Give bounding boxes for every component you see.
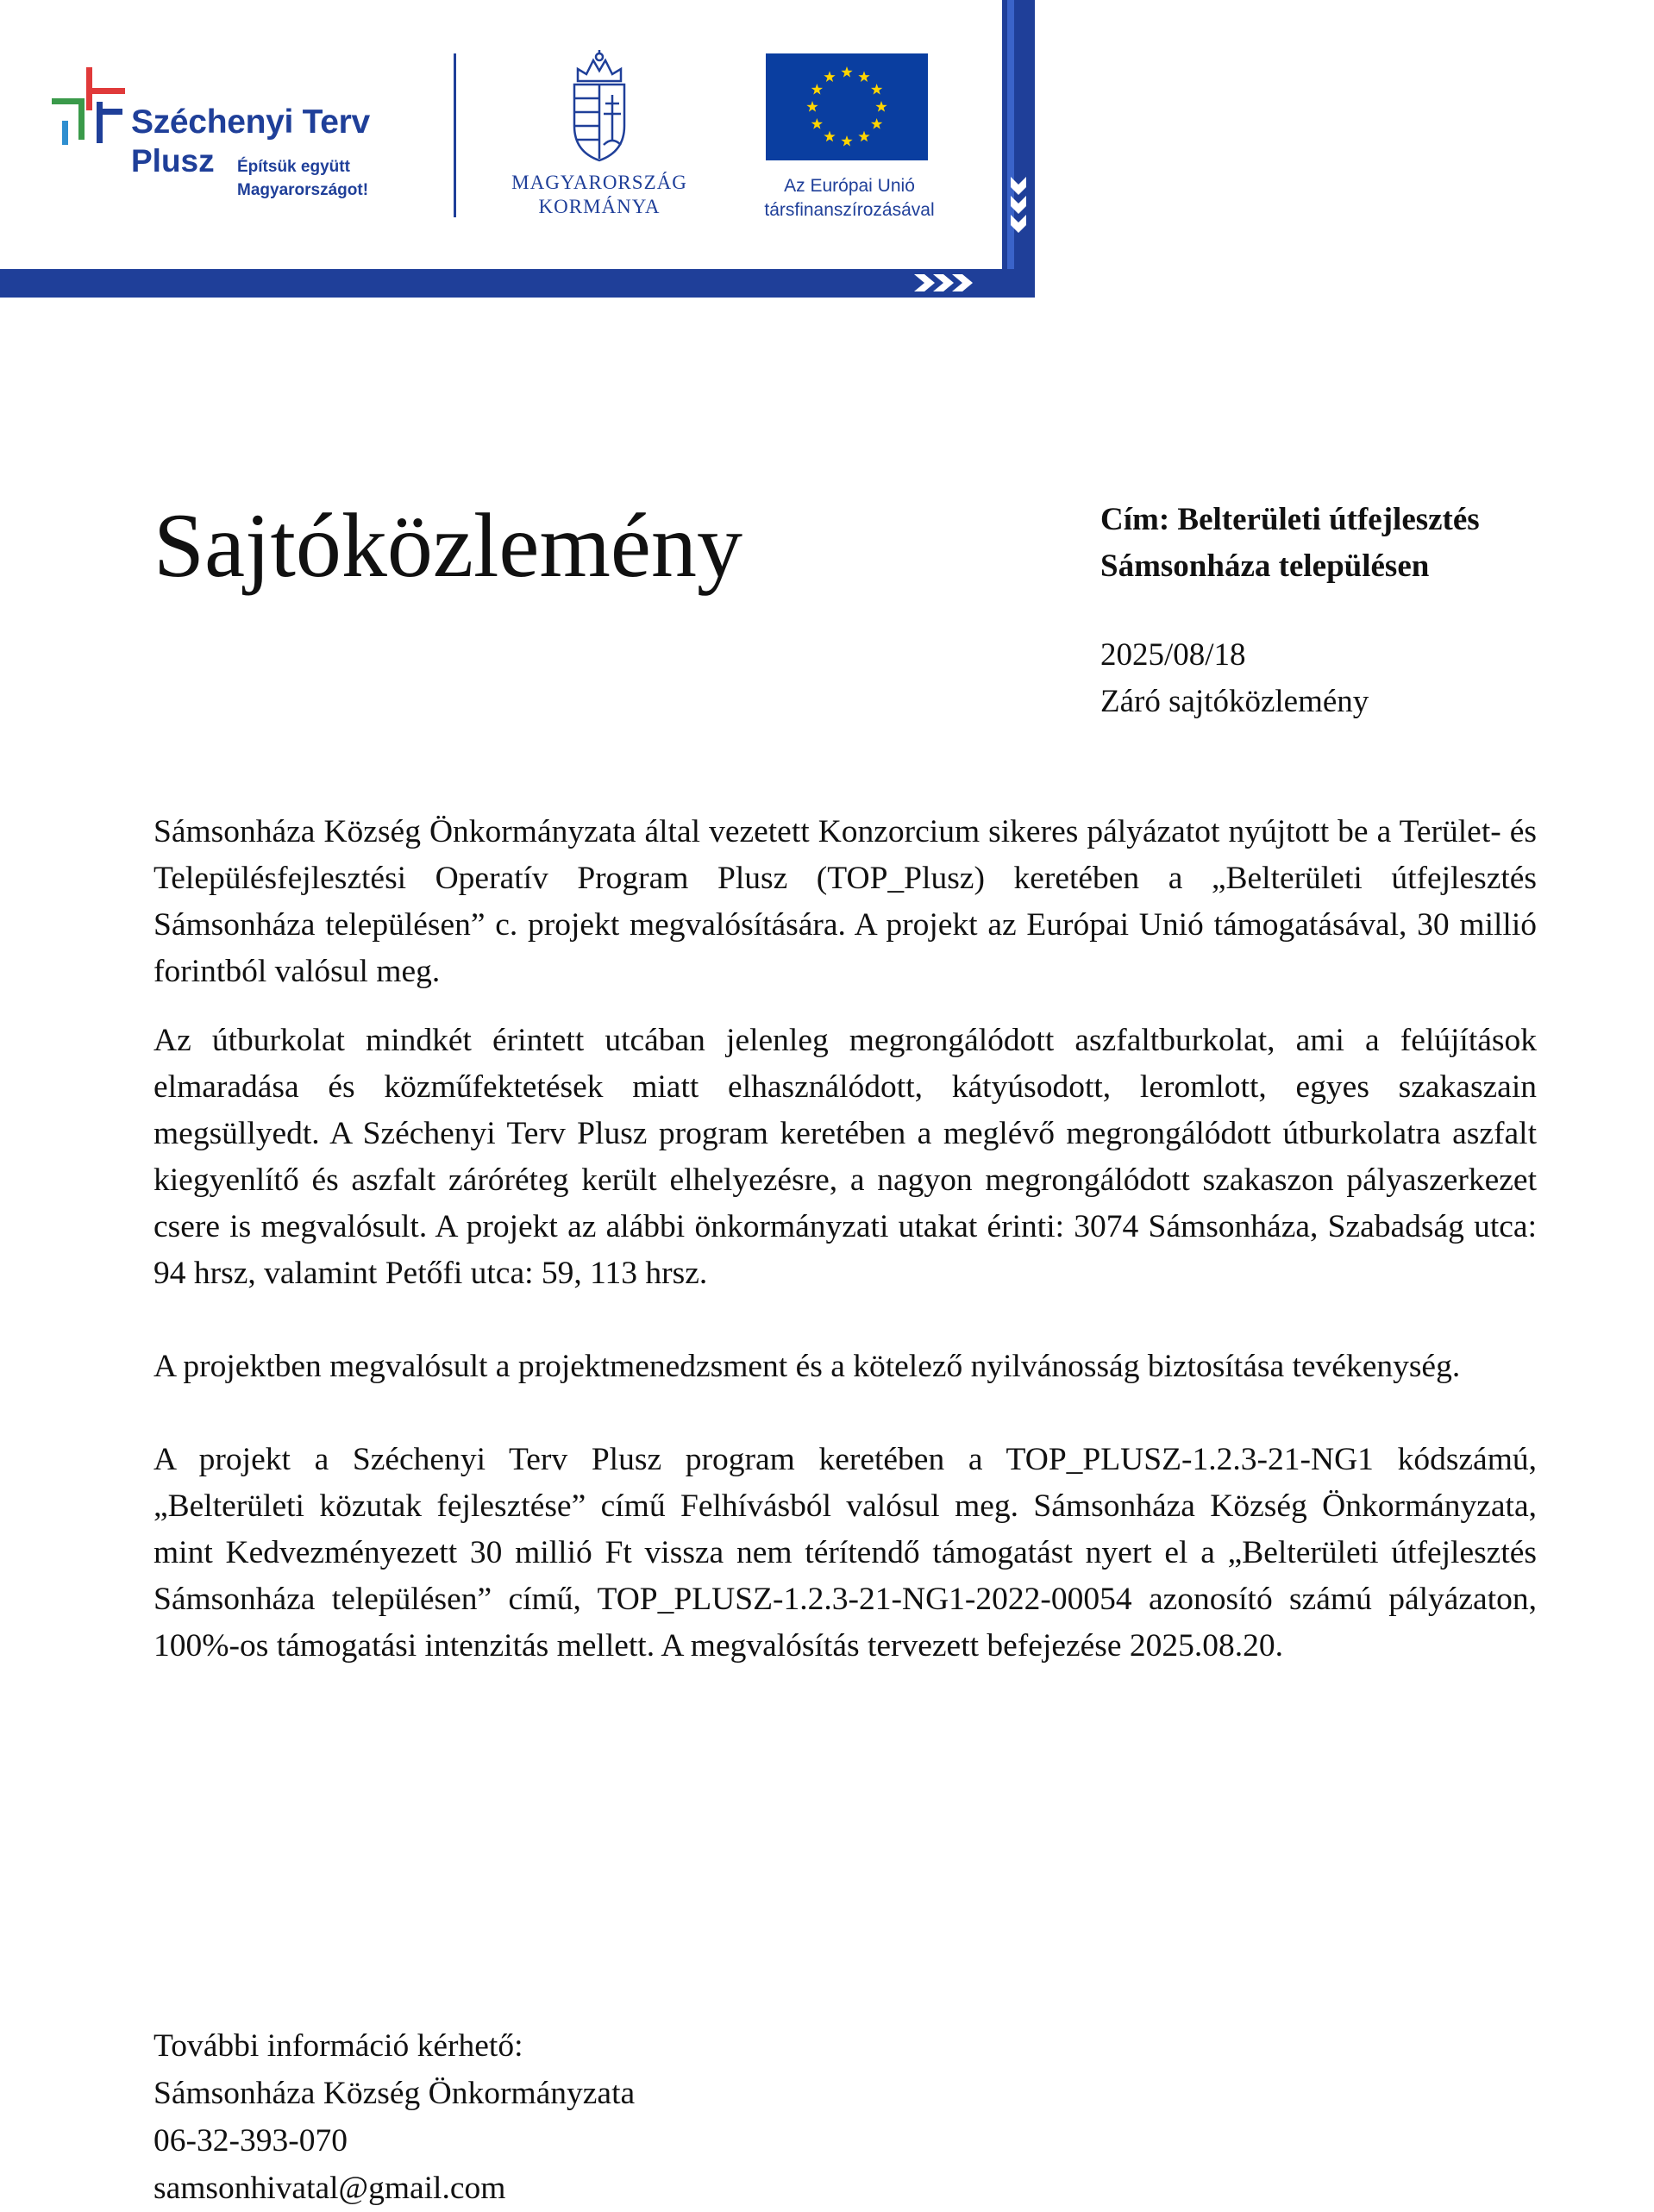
- eu-logo: [742, 53, 1000, 226]
- subject-line-1: Cím: Belterületi útfejlesztés: [1100, 502, 1480, 537]
- eu-flag-icon: [766, 53, 928, 160]
- document-type: Záró sajtóközlemény: [1100, 684, 1369, 719]
- szechenyi-terv-logo: [52, 60, 414, 216]
- szechenyi-plus: Plusz: [131, 143, 215, 179]
- contact-organization: Sámsonháza Község Önkormányzata: [153, 2076, 636, 2111]
- header-banner: [0, 0, 1035, 298]
- contact-email: samsonhivatal@gmail.com: [153, 2171, 506, 2206]
- szechenyi-cross-icon: [52, 60, 129, 151]
- contact-phone: 06-32-393-070: [153, 2123, 348, 2159]
- press-release-body: [153, 809, 1537, 1670]
- document-title: Sajtóközlemény: [153, 495, 742, 596]
- date-block: [1100, 632, 1618, 725]
- body-paragraph-2: Az útburkolat mindkét érintett utcában jelenleg megrongálódott aszfaltburkolat, ami a felújítások elmaradása és közműfektetések miatt elhasználódott, kátyúsodott, leromlott, egyes szakaszain megsüllyedt. A Széchenyi Terv Plusz program keretében a meglévő megrongálódott útburkolatra aszfalt kiegyenlítő és aszfalt záróréteg került elhelyezésre, a nagyon megrongálódott szakaszon pályaszerkezet csere is megvalósult. A projekt az alábbi önkormányzati utakat érinti: 3074 Sámsonháza, Szabadság utca: 94 hrsz, valamint Petőfi utca: 59, 113 hrsz.: [153, 1023, 1537, 1291]
- government-line-1: MAGYARORSZÁG: [511, 172, 687, 193]
- subject-line-2: Sámsonháza településen: [1100, 548, 1430, 584]
- szechenyi-title: Széchenyi Terv: [131, 103, 370, 141]
- document-date: 2025/08/18: [1100, 637, 1246, 673]
- contact-block: [153, 2022, 1188, 2212]
- slogan-line-1: Építsük együtt: [237, 158, 350, 176]
- coat-of-arms-icon: [566, 50, 633, 162]
- body-paragraph-3: A projektben megvalósult a projektmenedzsment és a kötelező nyilvánosság biztosítása tevékenység.: [153, 1349, 1461, 1384]
- government-name: [483, 171, 716, 219]
- logo-divider: [454, 53, 456, 217]
- slogan-line-2: Magyarországot!: [237, 181, 369, 199]
- eu-caption-line-1: Az Európai Unió: [784, 176, 915, 196]
- eu-caption: [742, 174, 957, 222]
- eu-caption-line-2: társfinanszírozásával: [764, 200, 935, 220]
- body-paragraph-1: Sámsonháza Község Önkormányzata által vezetett Konzorcium sikeres pályázatot nyújtott be a Terület- és Településfejlesztési Operatív Program Plusz (TOP_Plusz) keretében a „Belterületi útfejlesztés Sámsonháza településen” c. projekt megvalósítására. A projekt az Európai Unió támogatásával, 30 millió forintból valósul meg.: [153, 814, 1537, 989]
- body-paragraph-4: A projekt a Széchenyi Terv Plusz program keretében a TOP_PLUSZ-1.2.3-21-NG1 kódszámú, „Belterületi közutak fejlesztése” című Felhívásból valósul meg. Sámsonháza Község Önkormányzata, mint Kedvezményezett 30 millió Ft vissza nem térítendő támogatást nyert el a „Belterületi útfejlesztés Sámsonháza településen” című, TOP_PLUSZ-1.2.3-21-NG1-2022-00054 azonosító számú pályázaton, 100%-os támogatási intenzitás mellett. A megvalósítás tervezett befejezése 2025.08.20.: [153, 1442, 1537, 1664]
- government-line-2: KORMÁNYA: [538, 196, 661, 217]
- szechenyi-slogan: [237, 155, 368, 202]
- contact-intro: További információ kérhető:: [153, 2028, 523, 2064]
- government-logo: [483, 50, 716, 222]
- document-subject: [1100, 497, 1618, 590]
